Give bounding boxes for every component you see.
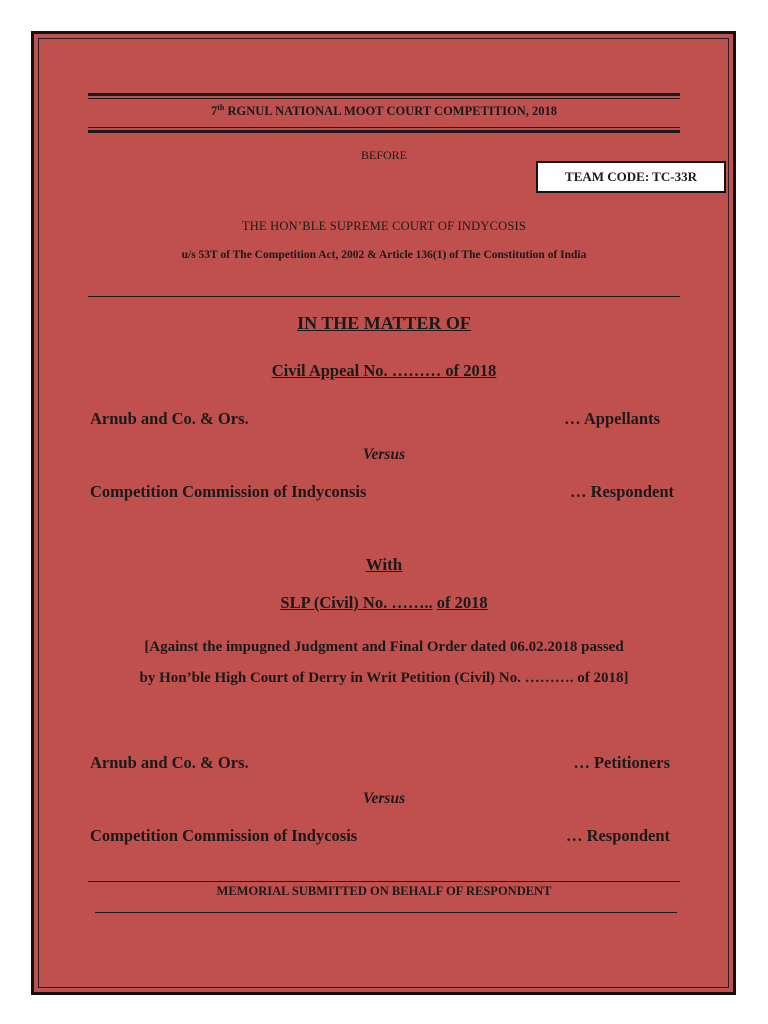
before-label: BEFORE [360,148,407,162]
versus-label: Versus [362,446,406,463]
court-name: THE HON’BLE SUPREME COURT OF INDYCOSIS [241,219,527,233]
respondent-name: Competition Commission of Indyconsis [90,482,367,501]
competition-name: RGNUL NATIONAL MOOT COURT COMPETITION, 2018 [224,104,557,119]
title-rule-thick [88,130,680,133]
memorial-statement: MEMORIAL SUBMITTED ON BEHALF OF RESPONDENT [216,884,552,898]
civil-appeal-number: Civil Appeal No. ……… of 2018 [271,361,497,380]
slp-year: of 2018 [436,593,488,612]
versus-label-2: Versus [362,790,406,807]
title-rule-thin [88,127,680,128]
slp-number-part1: SLP (Civil) No. …….. [280,593,433,612]
footer-rule-top [88,881,680,882]
against-line-2: by Hon’ble High Court of Derry in Writ Petition (Civil) No. ………. of 2018] [139,670,629,686]
competition-ordinal-suffix: th [217,103,225,112]
slp-number [0,593,768,613]
competition-title [0,103,768,119]
section-divider [88,296,680,297]
with-heading [0,555,768,575]
petitioner-name: Arnub and Co. & Ors. [90,753,249,772]
appellant-name: Arnub and Co. & Ors. [90,409,249,428]
appellant-role: … Appellants [564,409,660,428]
top-rule-thin [88,98,680,99]
matter-heading: IN THE MATTER OF [297,313,471,333]
with-label: With [365,555,403,574]
respondent-role: … Respondent [569,482,674,501]
respondent-name-2: Competition Commission of Indycosis [90,826,358,845]
respondent-role-2: … Respondent [565,826,670,845]
team-code-box: TEAM CODE: TC-33R [536,161,726,193]
statute-reference: u/s 53T of The Competition Act, 2002 & Article 136(1) of The Constitution of India [181,249,587,261]
top-rule-thick [88,93,680,96]
footer-rule-bottom [95,912,677,913]
petitioner-role: … Petitioners [573,753,670,772]
competition-ordinal: 7 [211,104,218,119]
against-line-1: [Against the impugned Judgment and Final Order dated 06.02.2018 passed [144,639,624,655]
